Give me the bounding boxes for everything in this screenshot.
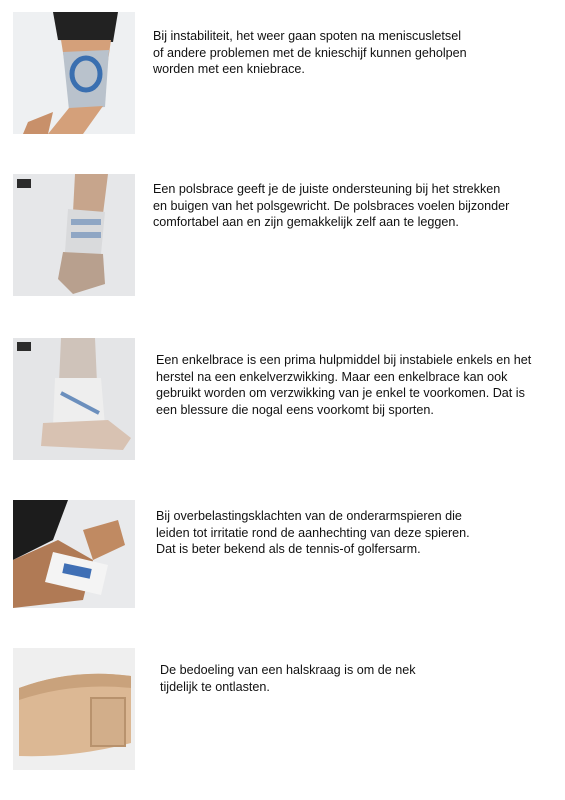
elbow-brace-photo — [13, 500, 135, 608]
wrist-brace-photo — [13, 174, 135, 296]
neck-collar-photo — [13, 648, 135, 770]
ankle-brace-text: Een enkelbrace is een prima hulpmiddel bij instabiele enkels en het herstel na een enkelverzwikking. Maar een enkelbrace kan ook gebruikt worden om verzwikking van je enkel te voorkomen. Dat is een blessure die nogal eens voorkomt bij sporten. — [156, 353, 532, 417]
elbow-brace-text: Bij overbelastingsklachten van de onderarmspieren die leiden tot irritatie rond de aanhechting van deze spieren. Dat is beter bekend als de tennis-of golfersarm. — [156, 509, 470, 557]
knee-brace-photo — [13, 12, 135, 134]
ankle-brace-photo — [13, 338, 135, 460]
wrist-brace-text: Een polsbrace geeft je de juiste ondersteuning bij het strekken en buigen van het polsgewricht. De polsbraces voelen bijzonder comfortabel aan en zijn gemakkelijk zelf aan te leggen. — [153, 182, 510, 230]
knee-brace-text: Bij instabiliteit, het weer gaan spoten na meniscusletsel of andere problemen met de knieschijf kunnen geholpen worden met een kniebrace. — [153, 29, 467, 77]
neck-collar-text: De bedoeling van een halskraag is om de nek tijdelijk te ontlasten. — [160, 663, 416, 694]
